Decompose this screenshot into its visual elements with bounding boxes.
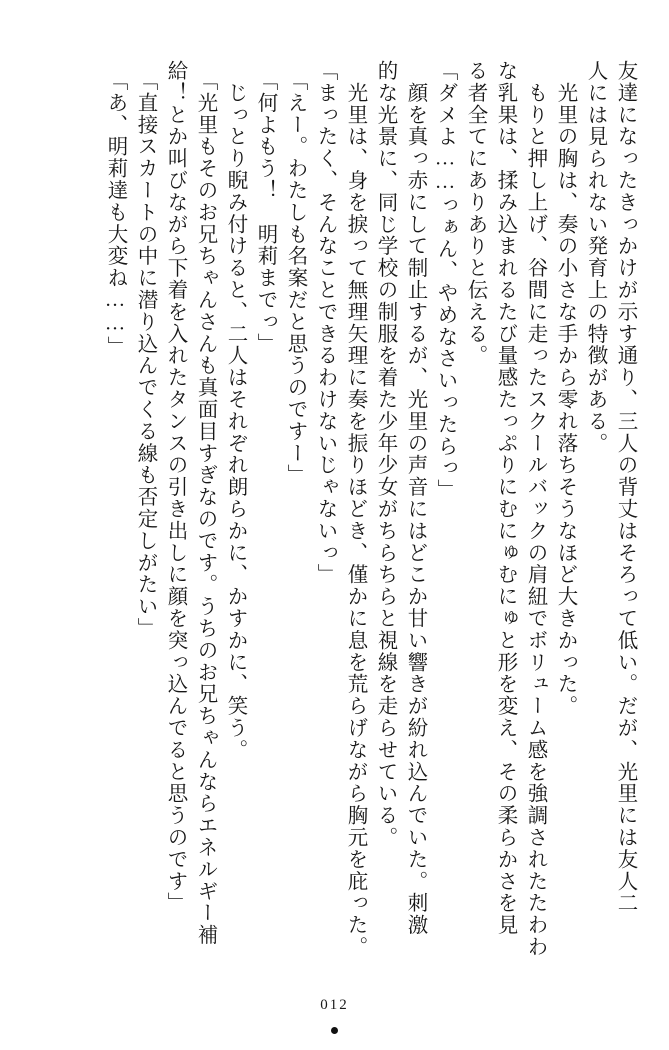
text-line: 「何よもう！ 明莉までっ」 xyxy=(254,70,276,355)
vertical-text-block xyxy=(28,60,640,965)
text-line: 人には見られない発育上の特徴がある。 xyxy=(584,60,606,455)
text-line: 「えー。わたしも名案だと思うのですー」 xyxy=(284,70,306,487)
text-line: 「あ、明莉達も大変ね……」 xyxy=(104,70,126,358)
text-line: な乳果は、揉み込まれるたび量感たっぷりにむにゅむにゅと形を変え、その柔らかさを見 xyxy=(494,60,516,936)
text-line: 「まったく、そんなことできるわけないじゃないっ」 xyxy=(314,60,336,586)
text-line: じっとり睨み付けると、二人はそれぞれ朗らかに、かすかに、笑う。 xyxy=(224,60,246,761)
text-line: 的な光景に、同じ学校の制服を着た少年少女がちらちらと視線を走らせている。 xyxy=(374,60,396,849)
text-line: 「ダメよ……っぁん、やめなさいったらっ」 xyxy=(434,60,456,501)
text-line: 友達になったきっかけが示す通り、三人の背丈はそろって低い。だが、光里には友人二 xyxy=(614,60,636,915)
page-number: 012 xyxy=(320,997,349,1013)
text-line: もりと押し上げ、谷間に走ったスクールバックの肩紐でボリューム感を強調されたたわわ xyxy=(524,60,546,958)
page-marker-dot xyxy=(331,1027,338,1034)
text-line: 「光里もそのお兄ちゃんさんも真面目すぎなのです。うちのお兄ちゃんならエネルギー補 xyxy=(194,70,216,946)
text-line: 給！とか叫びながら下着を入れたタンスの引き出しに顔を突っ込んでると思うのです」 xyxy=(164,60,186,915)
text-line: る者全てにありありと伝える。 xyxy=(464,60,486,367)
text-line: 光里の胸は、奏の小さな手から零れ落ちそうなほど大きかった。 xyxy=(554,60,576,717)
text-line: 光里は、身を捩って無理矢理に奏を振りほどき、僅かに息を荒らげながら胸元を庇った。 xyxy=(344,60,366,958)
text-line: 「直接スカートの中に潜り込んでくる線も否定しがたい」 xyxy=(134,70,156,640)
text-line: 顔を真っ赤にして制止するが、光里の声音にはどこか甘い響きが紛れ込んでいた。刺激 xyxy=(404,60,426,936)
